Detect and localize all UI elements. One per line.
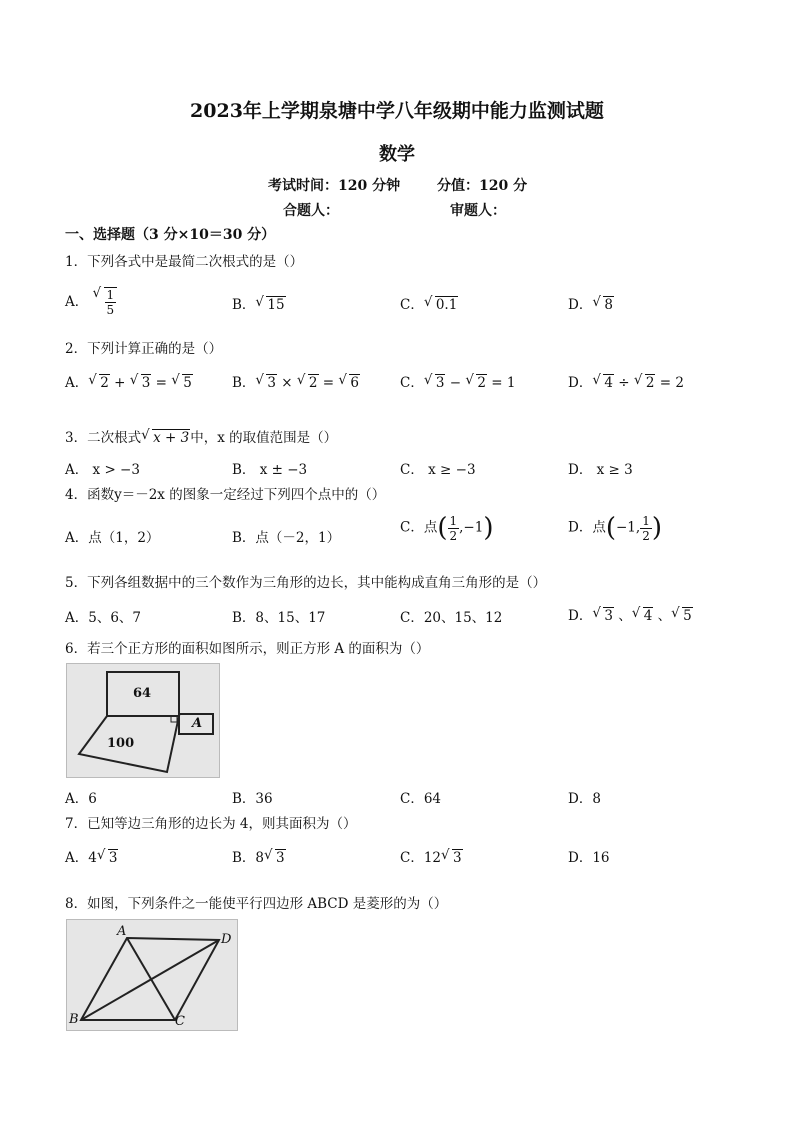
setter-label: 合题人： <box>283 203 339 219</box>
question-2-stem: 2．下列计算正确的是（） <box>65 341 223 357</box>
vertex-b: B <box>69 1012 79 1027</box>
question-6-stem: 6．若三个正方形的面积如图所示，则正方形 A 的面积为（） <box>65 641 430 657</box>
question-3-stem: 3．二次根式√ x + 3中，x 的取值范围是（） <box>65 426 337 446</box>
parallelogram-figure <box>66 919 238 1031</box>
q5-option-d: D．√ 3 、√ 4 、√ 5 <box>568 604 693 624</box>
q7-option-c: C．12√ 3 <box>400 846 463 866</box>
square-area-bottom: 100 <box>107 736 135 751</box>
q6-option-b: B．36 <box>232 791 273 807</box>
q4-option-b: B．点（－2，1） <box>232 530 341 546</box>
q2-option-d: D．√ 4 ÷ √ 2 = 2 <box>568 371 684 391</box>
subject-title: 数学 <box>379 144 415 165</box>
page-title: 2023年上学期泉塘中学八年级期中能力监测试题 <box>190 100 604 122</box>
q2-option-b: B．√ 3 × √ 2 = √ 6 <box>232 371 360 391</box>
reviewer-label: 审题人： <box>450 203 506 219</box>
square-area-top: 64 <box>133 686 152 701</box>
q1-option-d: D．√ 8 <box>568 293 614 313</box>
q2-option-a: A．√ 2 + √ 3 = √ 5 <box>65 371 193 391</box>
q4-option-c: C．点( $\frac{1}{2}$ ,−1) <box>400 513 494 543</box>
exam-time: 考试时间：120 分钟 <box>268 178 401 194</box>
q2-option-c: C．√ 3 − √ 2 = 1 <box>400 371 515 391</box>
vertex-c: C <box>175 1014 185 1029</box>
q1-option-b: B．√ 15 <box>232 293 286 313</box>
q6-option-a: A．6 <box>65 791 97 807</box>
q1-option-c: C．√ 0.1 <box>400 293 458 313</box>
q3-option-b: B． x ± −3 <box>232 462 308 478</box>
vertex-a: A <box>117 924 127 939</box>
q3-option-d: D． x ≥ 3 <box>568 462 633 478</box>
q6-option-c: C．64 <box>400 791 442 807</box>
vertex-d: D <box>221 932 232 947</box>
q4-option-a: A．点（1，2） <box>65 530 160 546</box>
question-5-stem: 5．下列各组数据中的三个数作为三角形的边长，其中能构成直角三角形的是（） <box>65 575 547 591</box>
q5-option-a: A．5、6、7 <box>65 610 142 626</box>
q7-option-a: A．4√ 3 <box>65 846 118 866</box>
q7-option-b: B．8√ 3 <box>232 846 286 866</box>
question-7-stem: 7．已知等边三角形的边长为 4，则其面积为（） <box>65 816 357 832</box>
q6-option-d: D．8 <box>568 791 601 807</box>
q4-option-d: D．点(−1, $\frac{1}{2}$ ) <box>568 513 662 543</box>
q7-option-d: D．16 <box>568 850 610 866</box>
square-label-a: A <box>192 716 203 731</box>
q3-option-c: C． x ≥ −3 <box>400 462 476 478</box>
q5-option-b: B．8、15、17 <box>232 610 326 626</box>
question-8-stem: 8．如图，下列条件之一能使平行四边形 ABCD 是菱形的为（） <box>65 896 448 912</box>
q5-option-c: C．20、15、12 <box>400 610 503 626</box>
question-4-stem: 4．函数y＝－2x 的图象一定经过下列四个点中的（） <box>65 487 386 503</box>
section-heading: 一、选择题（3 分×10＝30 分） <box>65 227 276 243</box>
q3-option-a: A． x > −3 <box>65 462 140 478</box>
squares-figure <box>66 663 220 778</box>
question-1-stem: 1．下列各式中是最简二次根式的是（） <box>65 254 304 270</box>
q1-option-a: A． √ $\frac{1}{5}$ <box>65 287 117 319</box>
exam-score: 分值：120 分 <box>437 178 528 194</box>
